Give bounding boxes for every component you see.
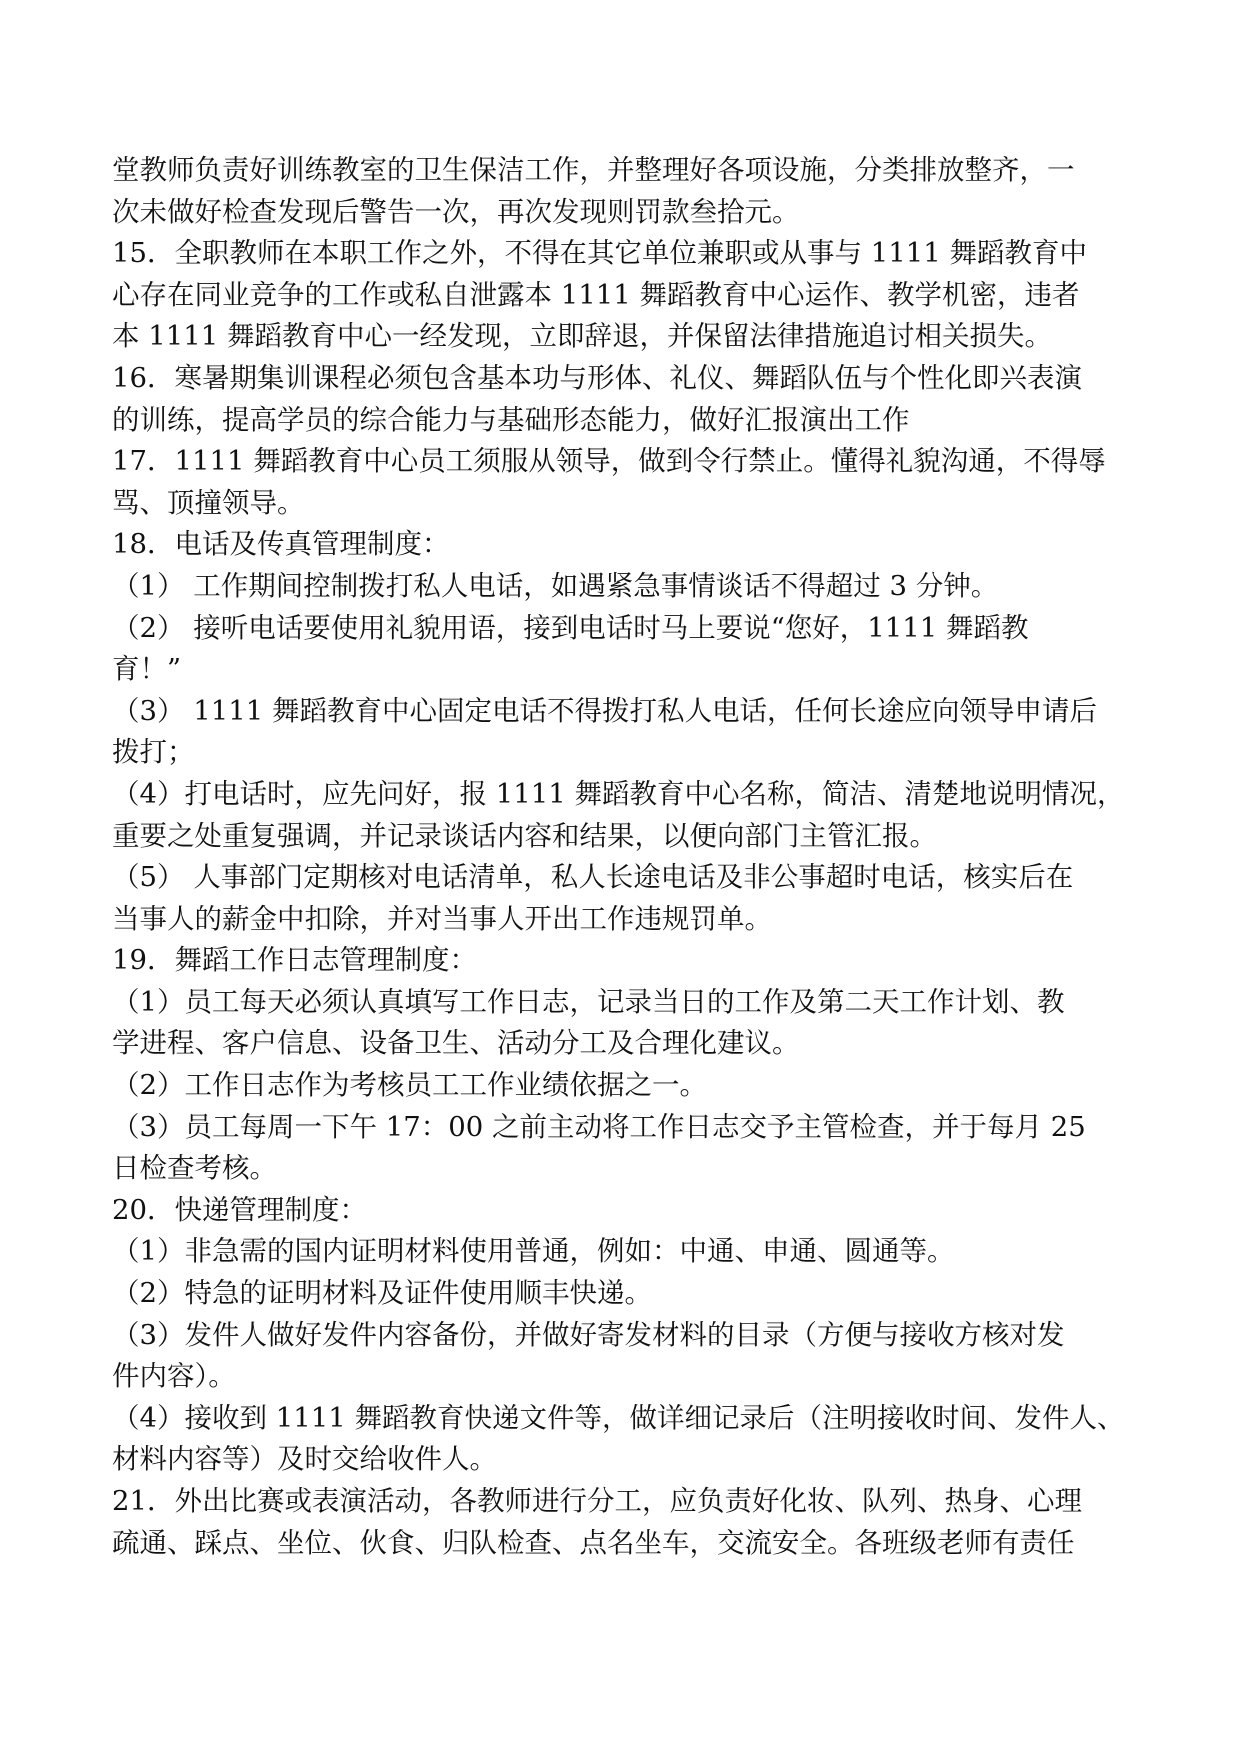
text-line: 当事人的薪金中扣除，并对当事人开出工作违规罚单。 xyxy=(112,902,772,935)
text-line: 17．1111 舞蹈教育中心员工须服从领导，做到令行禁止。懂得礼貌沟通，不得辱 xyxy=(112,445,1106,478)
text-line: 心存在同业竞争的工作或私自泄露本 1111 舞蹈教育中心运作、教学机密，违者 xyxy=(112,278,1080,311)
text-line: 18．电话及传真管理制度： xyxy=(112,528,450,561)
text-line: （2） 接听电话要使用礼貌用语，接到电话时马上要说“您好，1111 舞蹈教 xyxy=(112,611,1029,644)
text-line: 的训练，提高学员的综合能力与基础形态能力，做好汇报演出工作 xyxy=(112,403,910,436)
text-line: 重要之处重复强调，并记录谈话内容和结果，以便向部门主管汇报。 xyxy=(112,819,937,852)
text-line: 件内容）。 xyxy=(112,1360,236,1393)
text-line: 日检查考核。 xyxy=(112,1152,277,1185)
text-line: （3）员工每周一下午 17：00 之前主动将工作日志交予主管检查，并于每月 25 xyxy=(112,1110,1086,1143)
text-line: 疏通、踩点、坐位、伙食、归队检查、点名坐车，交流安全。各班级老师有责任 xyxy=(112,1526,1075,1559)
text-line: 15．全职教师在本职工作之外，不得在其它单位兼职或从事与 1111 舞蹈教育中 xyxy=(112,237,1087,270)
text-line: （1）员工每天必须认真填写工作日志，记录当日的工作及第二天工作计划、教 xyxy=(112,985,1065,1018)
text-line: 骂、顶撞领导。 xyxy=(112,486,305,519)
text-line: 学进程、客户信息、设备卫生、活动分工及合理化建议。 xyxy=(112,1027,800,1060)
text-line: 本 1111 舞蹈教育中心一经发现，立即辞退，并保留法律措施追讨相关损失。 xyxy=(112,320,1052,353)
text-line: 育！” xyxy=(112,653,182,686)
text-line: 次未做好检查发现后警告一次，再次发现则罚款叁拾元。 xyxy=(112,195,800,228)
text-line: （4）接收到 1111 舞蹈教育快递文件等，做详细记录后（注明接收时间、发件人、 xyxy=(112,1401,1125,1434)
text-line: 19．舞蹈工作日志管理制度： xyxy=(112,944,477,977)
text-line: （3） 1111 舞蹈教育中心固定电话不得拨打私人电话，任何长途应向领导申请后 xyxy=(112,694,1097,727)
text-line: （1） 工作期间控制拨打私人电话，如遇紧急事情谈话不得超过 3 分钟。 xyxy=(112,569,999,602)
text-line: （2）特急的证明材料及证件使用顺丰快递。 xyxy=(112,1277,652,1310)
text-line: 20．快递管理制度： xyxy=(112,1193,367,1226)
text-line: （2）工作日志作为考核员工工作业绩依据之一。 xyxy=(112,1069,707,1102)
text-line: 16．寒暑期集训课程必须包含基本功与形体、礼仪、舞蹈队伍与个性化即兴表演 xyxy=(112,361,1082,394)
text-line: （5） 人事部门定期核对电话清单，私人长途电话及非公事超时电话，核实后在 xyxy=(112,861,1074,894)
text-line: （1）非急需的国内证明材料使用普通，例如：中通、申通、圆通等。 xyxy=(112,1235,955,1268)
document-body xyxy=(112,150,1132,1564)
text-line: （4）打电话时，应先问好，报 1111 舞蹈教育中心名称，简洁、清楚地说明情况， xyxy=(112,777,1125,810)
text-line: （3）发件人做好发件内容备份，并做好寄发材料的目录（方便与接收方核对发 xyxy=(112,1318,1065,1351)
text-line: 堂教师负责好训练教室的卫生保洁工作，并整理好各项设施，分类排放整齐，一 xyxy=(112,154,1075,186)
text-line: 拨打； xyxy=(112,736,195,769)
text-line: 材料内容等）及时交给收件人。 xyxy=(112,1443,497,1476)
text-line: 21．外出比赛或表演活动，各教师进行分工，应负责好化妆、队列、热身、心理 xyxy=(112,1485,1082,1517)
